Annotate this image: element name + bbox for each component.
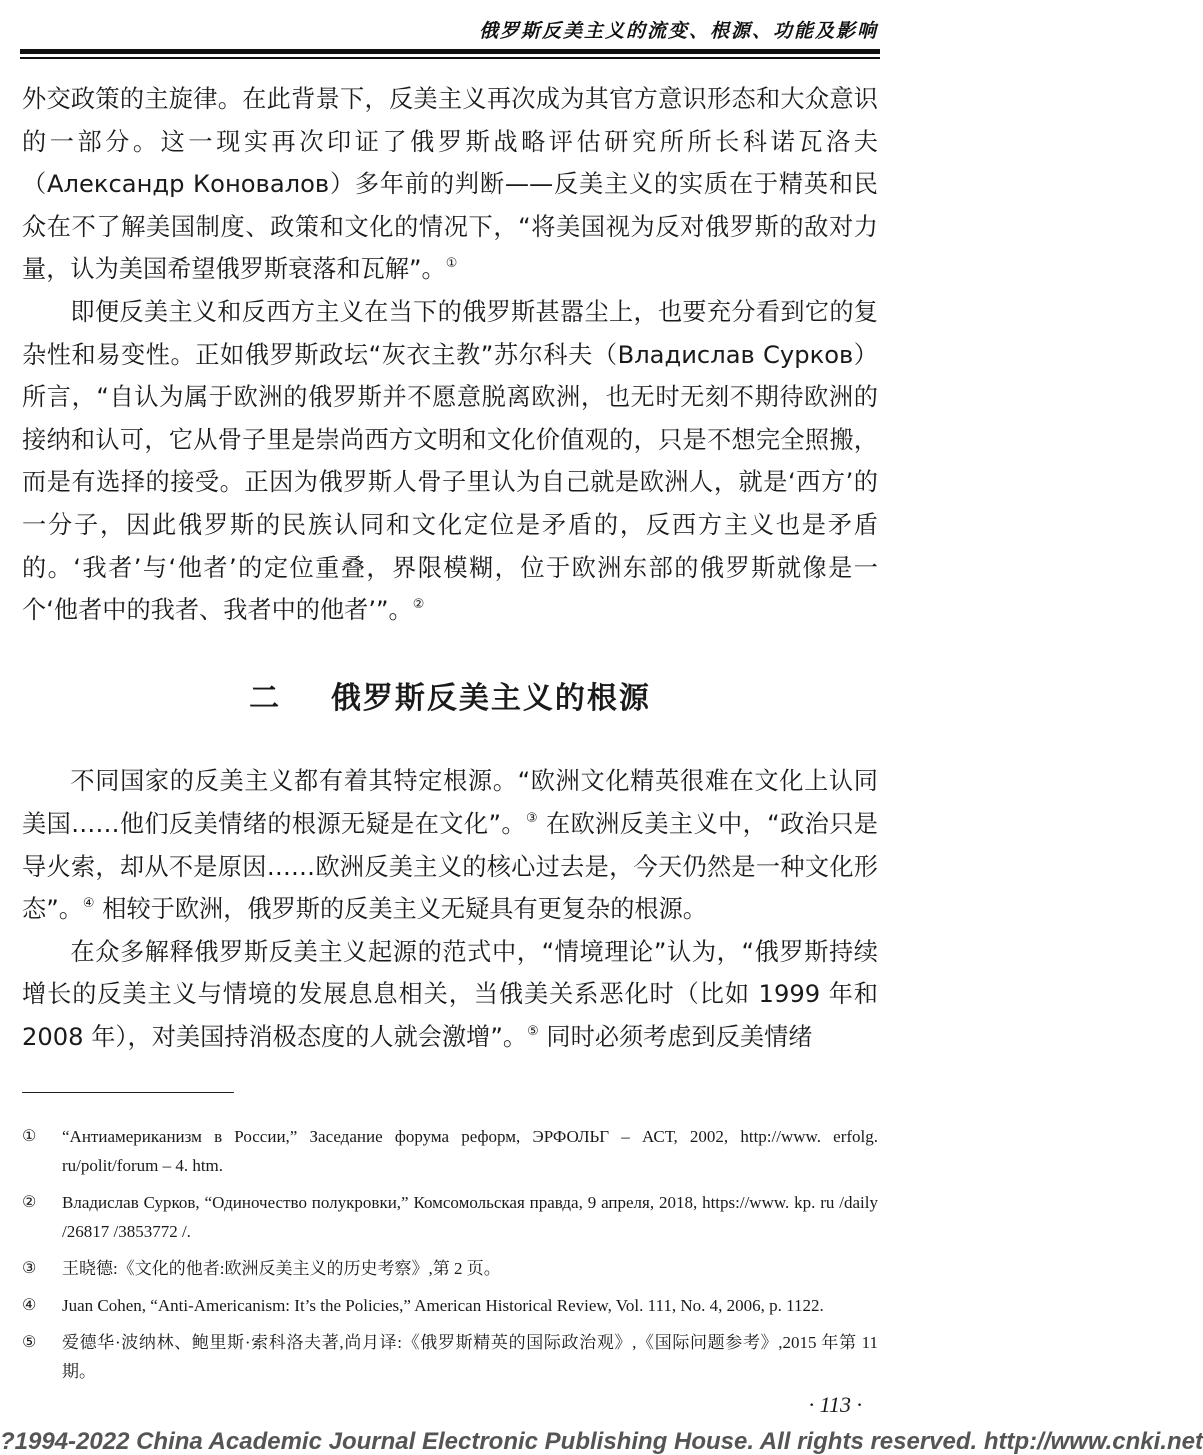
- header-rule-thick: [20, 49, 880, 54]
- footnote-number: ②: [22, 1194, 37, 1211]
- header-rule-thin: [20, 57, 880, 59]
- paragraph-text: 不同国家的反美主义都有着其特定根源。“欧洲文化精英很难在文化上认同美国……他们反美情绪的根源无疑是在文化”。: [22, 767, 878, 838]
- footnote-text: 爱德华·波纳林、鲍里斯·索科洛夫著,尚月译:《俄罗斯精英的国际政治观》,《国际问题参考》,2015 年第 11 期。: [62, 1333, 878, 1381]
- section-title: 俄罗斯反美主义的根源: [330, 680, 651, 716]
- page-number: · 113 ·: [808, 1392, 862, 1417]
- footnote-number: ③: [22, 1260, 37, 1277]
- paragraph-text: 在欧洲反美主义中，“政治只是导火索，却从不是原因……欧洲反美主义的核心过去是，今天仍然是一种文化形态”。: [22, 809, 878, 924]
- paragraph: [22, 291, 878, 632]
- footnote-separator: [22, 1092, 234, 1093]
- paragraph: [22, 931, 878, 1059]
- footnote: [22, 1254, 878, 1283]
- copyright-strip: ?1994-2022 China Academic Journal Electronic Publishing House. All rights reserved. http://www.cnki.net: [0, 1428, 1203, 1455]
- section-heading: [22, 678, 878, 721]
- footnote: [22, 1328, 878, 1386]
- footnote-ref[interactable]: ①: [445, 256, 458, 272]
- footnote-text: Juan Cohen, “Anti-Americanism: It’s the Policies,” American Historical Review, Vol. 111, No. 4, 2006, p. 1122.: [62, 1296, 824, 1315]
- running-header: 俄罗斯反美主义的流变、根源、功能及影响: [478, 20, 878, 42]
- footnote-text: “Антиамериканизм в России,” Заседание форума реформ, ЭРФОЛЬГ – АСТ, 2002, http://www. erfolg. ru/polit/forum – 4. htm.: [62, 1127, 878, 1175]
- section-number: 二: [249, 680, 282, 716]
- footnote-ref[interactable]: ②: [412, 597, 425, 613]
- footnote-ref[interactable]: ④: [82, 896, 95, 912]
- footnote: [22, 1188, 878, 1246]
- footnote-number: ⑤: [22, 1334, 37, 1351]
- footnote-number: ①: [22, 1128, 37, 1145]
- footnote-text: 王晓德:《文化的他者:欧洲反美主义的历史考察》,第 2 页。: [62, 1259, 501, 1278]
- paragraph-text: 外交政策的主旋律。在此背景下，反美主义再次成为其官方意识形态和大众意识的一部分。这一现实再次印证了俄罗斯战略评估研究所所长科诺瓦洛夫（Александр Коновалов）多年前的判断——反美主义的实质在于精英和民众在不了解美国制度、政策和文化的情况下，“将美国视为反对俄罗斯的敌对力量，认为美国希望俄罗斯衰落和瓦解”。: [22, 85, 878, 284]
- footnote-ref[interactable]: ③: [525, 810, 538, 826]
- paragraph: [22, 760, 878, 930]
- footnote-ref[interactable]: ⑤: [527, 1023, 539, 1039]
- paragraph-text: 即便反美主义和反西方主义在当下的俄罗斯甚嚣尘上，也要充分看到它的复杂性和易变性。正如俄罗斯政坛“灰衣主教”苏尔科夫（Владислав Сурков）所言，“自认为属于欧洲的俄罗斯并不愿意脱离欧洲，也无时无刻不期待欧洲的接纳和认可，它从骨子里是崇尚西方文明和文化价值观的，只是不想完全照搬，而是有选择的接受。正因为俄罗斯人骨子里认为自己就是欧洲人，就是‘西方’的一分子，因此俄罗斯的民族认同和文化定位是矛盾的，反西方主义也是矛盾的。‘我者’与‘他者’的定位重叠，界限模糊，位于欧洲东部的俄罗斯就像是一个‘他者中的我者、我者中的他者’”。: [22, 297, 878, 625]
- footnotes: [22, 1122, 878, 1394]
- footnote: [22, 1122, 878, 1180]
- paragraph-text: 相较于欧洲，俄罗斯的反美主义无疑具有更复杂的根源。: [94, 895, 707, 924]
- paragraph-text: 在众多解释俄罗斯反美主义起源的范式中，“情境理论”认为，“俄罗斯持续增长的反美主义与情境的发展息息相关，当俄美关系恶化时（比如 1999 年和 2008 年），对美国持消极态度的人就会激增”。: [22, 937, 878, 1051]
- main-body: [22, 78, 878, 1058]
- paragraph: [22, 78, 878, 291]
- paragraph-text: 同时必须考虑到反美情绪: [538, 1022, 813, 1051]
- footnote-text: Владислав Сурков, “Одиночество полукровки,” Комсомольская правда, 9 апреля, 2018, https://www. kp. ru /daily /26817 /3853772 /.: [62, 1193, 878, 1241]
- footnote: [22, 1291, 878, 1320]
- footnote-number: ④: [22, 1297, 37, 1314]
